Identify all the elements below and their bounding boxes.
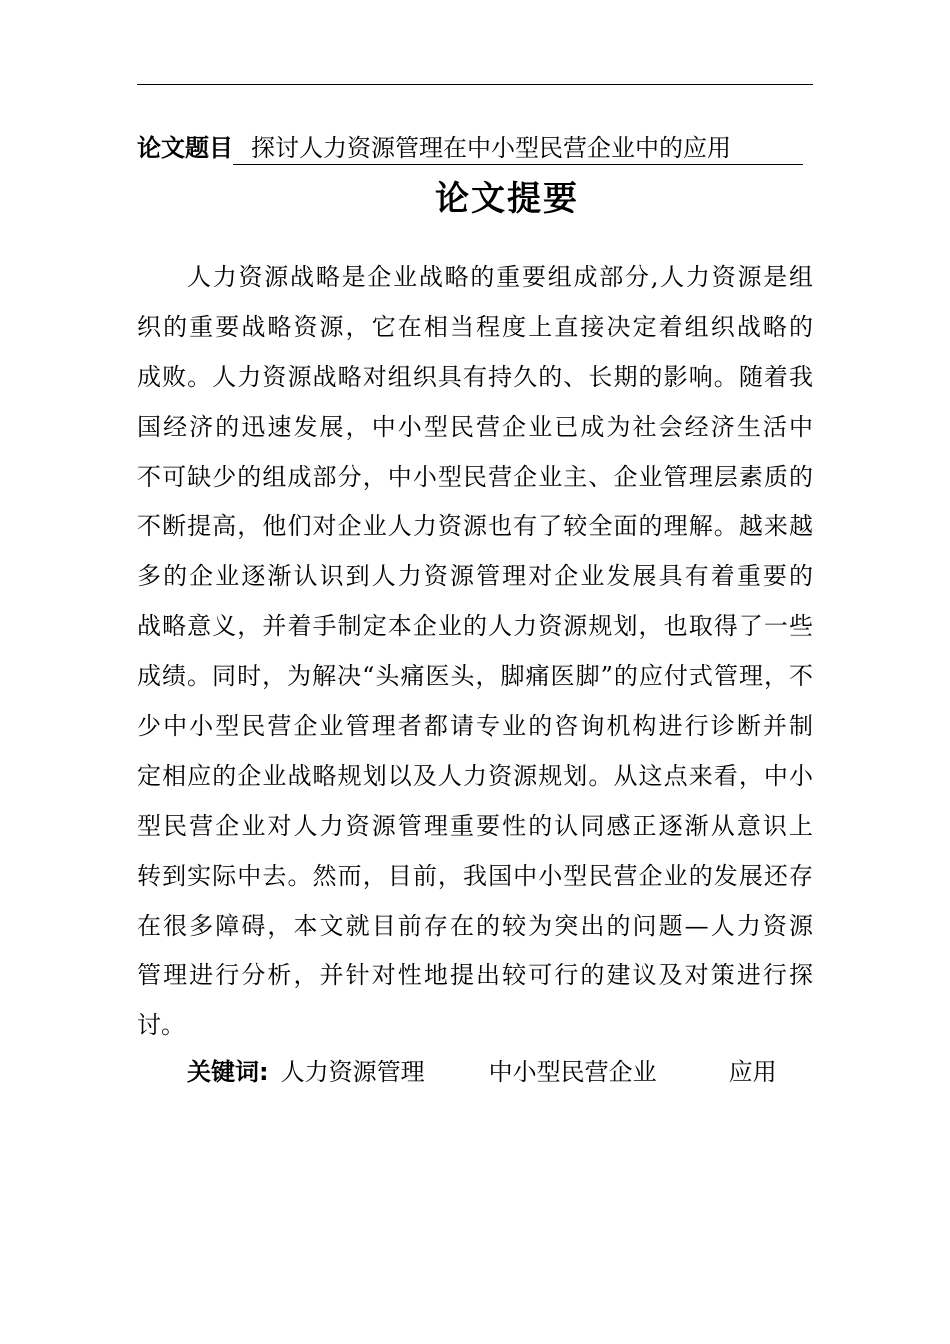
abstract-body — [137, 253, 813, 1051]
header-rule — [137, 84, 813, 85]
keyword-item: 人力资源管理 — [280, 1058, 425, 1086]
abstract-line: 管理进行分析，并针对性地提出较可行的建议及对策进行探 — [137, 961, 813, 990]
abstract-line: 人力资源战略是企业战略的重要组成部分,人力资源是组 — [187, 263, 813, 291]
thesis-title-value: 探讨人力资源管理在中小型民营企业中的应用 — [233, 132, 803, 165]
keyword-item: 中小型民营企业 — [488, 1058, 657, 1086]
abstract-line: 国经济的迅速发展，中小型民营企业已成为社会经济生活中 — [137, 412, 813, 441]
abstract-heading: 论文提要 — [435, 179, 579, 219]
abstract-line: 讨。 — [137, 1011, 185, 1040]
abstract-line: 转到实际中去。然而，目前，我国中小型民营企业的发展还存 — [137, 861, 813, 890]
keywords-label: 关键词: — [187, 1058, 269, 1086]
abstract-line: 织的重要战略资源，它在相当程度上直接决定着组织战略的 — [137, 312, 813, 341]
abstract-line: 战略意义，并着手制定本企业的人力资源规划，也取得了一些 — [137, 612, 813, 641]
abstract-line: 在很多障碍，本文就目前存在的较为突出的问题—人力资源 — [137, 911, 813, 940]
abstract-line: 型民营企业对人力资源管理重要性的认同感正逐渐从意识上 — [137, 811, 813, 840]
thesis-title-line — [137, 130, 813, 166]
abstract-line: 定相应的企业战略规划以及人力资源规划。从这点来看，中小 — [137, 761, 813, 790]
abstract-line: 多的企业逐渐认识到人力资源管理对企业发展具有着重要的 — [137, 562, 813, 591]
keywords-line — [187, 1050, 777, 1094]
keyword-item: 应用 — [728, 1058, 777, 1086]
abstract-line: 成败。人力资源战略对组织具有持久的、长期的影响。随着我 — [137, 362, 813, 391]
abstract-line: 少中小型民营企业管理者都请专业的咨询机构进行诊断并制 — [137, 712, 813, 741]
abstract-line: 不断提高，他们对企业人力资源也有了较全面的理解。越来越 — [137, 512, 813, 541]
thesis-title-label: 论文题目 — [137, 134, 233, 162]
abstract-line: 成绩。同时，为解决“头痛医头，脚痛医脚”的应付式管理，不 — [137, 662, 813, 691]
abstract-line: 不可缺少的组成部分，中小型民营企业主、企业管理层素质的 — [137, 462, 813, 491]
